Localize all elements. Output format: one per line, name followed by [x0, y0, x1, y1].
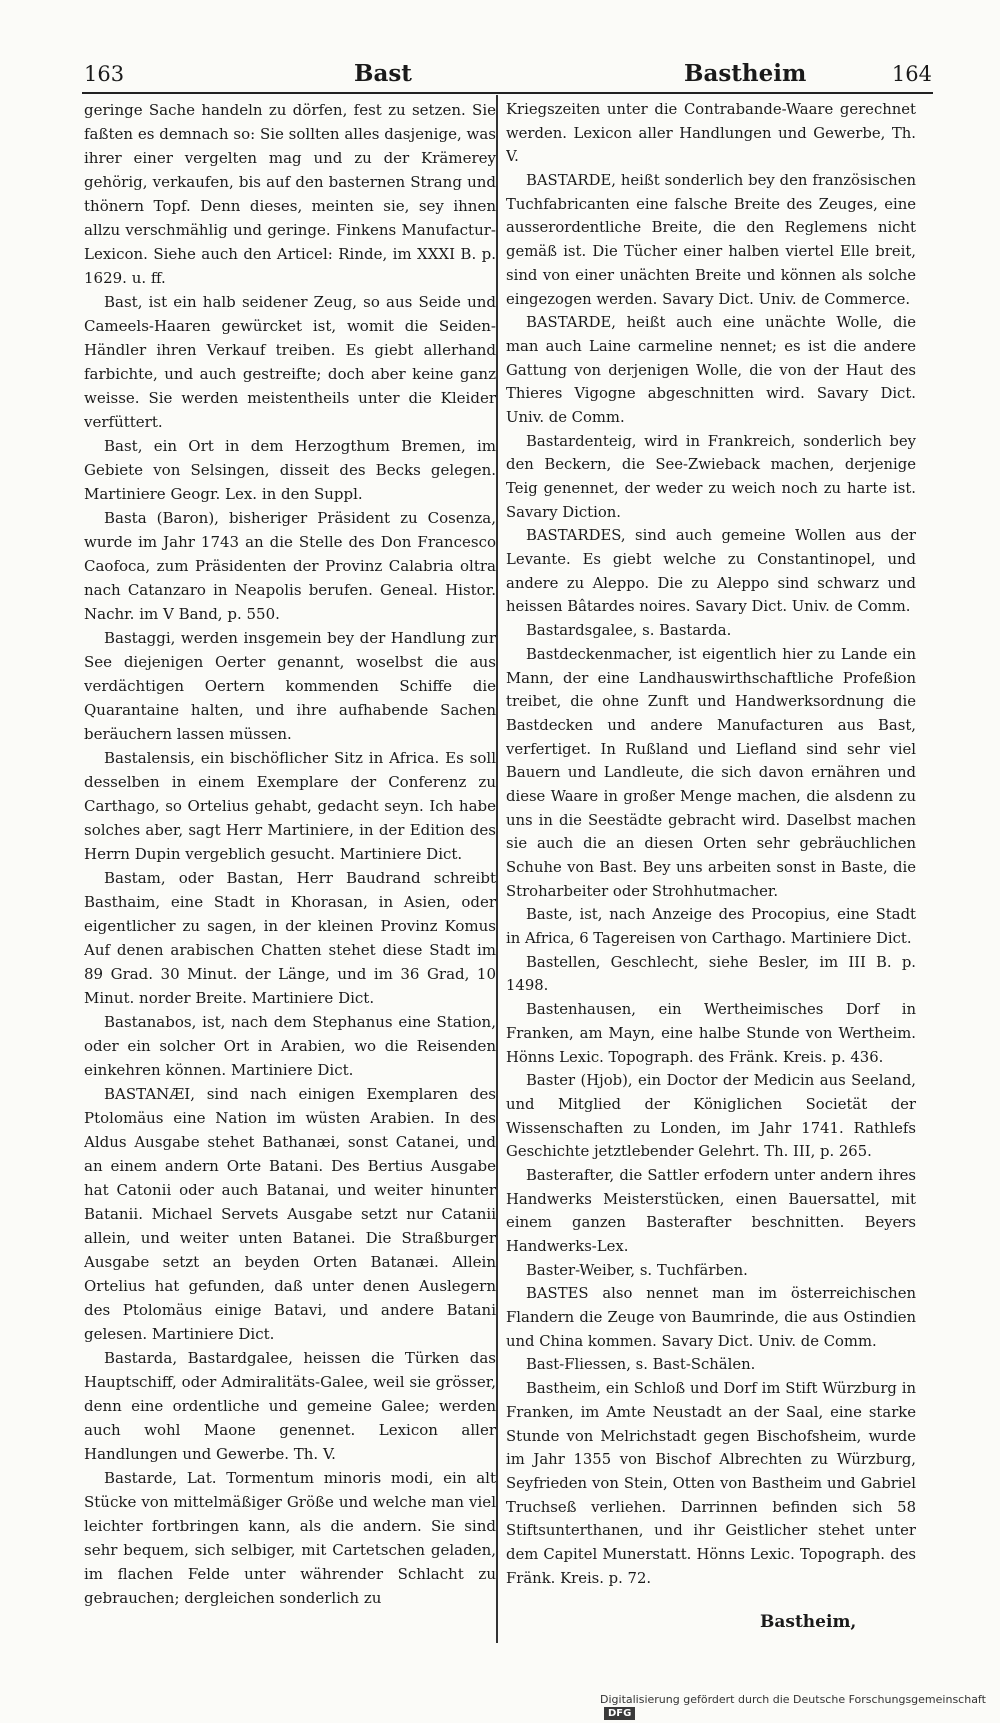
- entry-paragraph: Bastardsgalee, s. Bastarda.: [526, 622, 732, 640]
- entry-paragraph: Bast, ein Ort in dem Herzogthum Bremen, im Gebiete von Selsingen, disseit des Becks gelegen. Martiniere Geogr. Lex. in den Suppl.: [84, 437, 496, 503]
- entry-paragraph: Bastarde, Lat. Tormentum minoris modi, ein alt Stücke von mittelmäßiger Größe und welche man viel leichter fortbringen kann, als die andern. Sie sind sehr bequem, sich selbiger, mit Cartetschen geladen, im flachen Felde unter währender Schlacht zu gebrauchen; dergleichen sonderlich zu: [84, 1469, 496, 1607]
- column-divider: [496, 95, 498, 1643]
- entry-paragraph: Bastarda, Bastardgalee, heissen die Türken das Hauptschiff, oder Admiralitäts-Galee, weil sie grösser, denn eine ordentliche und gemeine Galee; werden auch wohl Maone genennet. Lexicon aller Handlungen und Gewerbe. Th. V.: [84, 1349, 496, 1463]
- entry-paragraph: geringe Sache handeln zu dörfen, fest zu setzen. Sie faßten es demnach so: Sie sollten alles dasjenige, was ihrer einer vergelten mag und zu der Krämerey gehörig, verkaufen, bis auf den basternen Strang und thönern Topf. Denn dieses, meinten sie, sey ihnen allzu verschmählig und geringe. Finkens Manufactur-Lexicon. Siehe auch den Articel: Rinde, im XXXI B. p. 1629. u. ff.: [84, 101, 496, 287]
- left-column: [84, 98, 496, 1638]
- page-header: [84, 58, 932, 90]
- page-number-right: 164: [891, 62, 932, 86]
- page-number-left: 163: [84, 62, 125, 86]
- entry-paragraph: Bastaggi, werden insgemein bey der Handlung zur See diejenigen Oerter genannt, woselbst die aus verdächtigen Oertern kommenden Schiffe die Quarantaine halten, und ihre aufhabende Sachen beräuchern lassen müssen.: [84, 629, 496, 743]
- entry-paragraph: Bastalensis, ein bischöflicher Sitz in Africa. Es soll desselben in einem Exemplare der Conferenz zu Carthago, so Ortelius gehabt, gedacht seyn. Ich habe solches aber, sagt Herr Martiniere, in der Edition des Herrn Dupin vergeblich gesucht. Martiniere Dict.: [84, 749, 496, 863]
- right-column: [506, 98, 916, 1638]
- entry-paragraph: Bastanabos, ist, nach dem Stephanus eine Station, oder ein solcher Ort in Arabien, wo die Reisenden einkehren können. Martiniere Dict.: [84, 1013, 496, 1079]
- entry-paragraph: Bastdeckenmacher, ist eigentlich hier zu Lande ein Mann, der eine Landhauswirthschaftliche Profeßion treibet, die ohne Zunft und Handwerksordnung die Bastdecken und andere Manufacturen aus Bast, verfertiget. In Rußland und Liefland sind sehr viel Bauern und Landleute, die sich davon ernähren und diese Waare in großer Menge machen, die alsdenn zu uns in die Seestädte gebracht wird. Daselbst machen sie auch die an diesen Orten sehr gebräuchlichen Schuhe von Bast. Bey uns arbeiten sonst in Baste, die Stroharbeiter oder Strohhutmacher.: [506, 645, 916, 900]
- entry-paragraph: Bastam, oder Bastan, Herr Baudrand schreibt Basthaim, eine Stadt in Khorasan, in Asien, oder eigentlicher zu sagen, in der kleinen Provinz Komus Auf denen arabischen Chatten stehet diese Stadt im 89 Grad. 30 Minut. der Länge, und im 36 Grad, 10 Minut. norder Breite. Martiniere Dict.: [84, 869, 496, 1007]
- footer-text: Digitalisierung gefördert durch die Deutsche Forschungsgemeinschaft: [600, 1693, 986, 1706]
- footer: [600, 1693, 1000, 1720]
- entry-paragraph: BASTES also nennet man im österreichischen Flandern die Zeuge von Baumrinde, die aus Ostindien und China kommen. Savary Dict. Univ. de Comm.: [506, 1285, 916, 1350]
- catchword: Bastheim,: [760, 1612, 857, 1632]
- entry-paragraph: Bastellen, Geschlecht, siehe Besler, im III B. p. 1498.: [506, 953, 916, 995]
- entry-paragraph: Baster-Weiber, s. Tuchfärben.: [526, 1261, 748, 1279]
- entry-paragraph: Kriegszeiten unter die Contrabande-Waare gerechnet werden. Lexicon aller Handlungen und Gewerbe, Th. V.: [506, 101, 916, 166]
- header-rule: [82, 92, 933, 94]
- entry-paragraph: Bast-Fliessen, s. Bast-Schälen.: [526, 1356, 756, 1374]
- entry-paragraph: Baster (Hjob), ein Doctor der Medicin aus Seeland, und Mitglied der Königlichen Societät der Wissenschaften zu Londen, im Jahr 1741. Rathlefs Geschichte jetztlebender Gelehrt. Th. III, p. 265.: [506, 1072, 916, 1161]
- entry-paragraph: Bastenhausen, ein Wertheimisches Dorf in Franken, am Mayn, eine halbe Stunde von Wertheim. Hönns Lexic. Topograph. des Fränk. Kreis. p. 436.: [506, 1001, 916, 1066]
- dfg-logo: DFG: [604, 1707, 635, 1720]
- entry-paragraph: Basta (Baron), bisheriger Präsident zu Cosenza, wurde im Jahr 1743 an die Stelle des Don Francesco Caofoca, zum Präsidenten der Provinz Calabria oltra nach Catanzaro in Neapolis berufen. Geneal. Histor. Nachr. im V Band, p. 550.: [84, 509, 496, 623]
- running-head-right: Bastheim: [684, 60, 807, 87]
- running-head-left: Bast: [354, 60, 412, 87]
- entry-paragraph: Bastheim, ein Schloß und Dorf im Stift Würzburg in Franken, im Amte Neustadt an der Saal, eine starke Stunde von Melrichstadt gegen Bischofsheim, wurde im Jahr 1355 von Bischof Albrechten zu Würzburg, Seyfrieden von Stein, Otten von Bastheim und Gabriel Truchseß verliehen. Darrinnen befinden sich 58 Stiftsunterthanen, und ihr Geistlicher stehet unter dem Capitel Munerstatt. Hönns Lexic. Topograph. des Fränk. Kreis. p. 72.: [506, 1380, 916, 1587]
- entry-paragraph: BASTARDE, heißt sonderlich bey den französischen Tuchfabricanten eine falsche Breite des Zeuges, eine ausserordentliche Breite, die den Reglemens nicht gemäß ist. Die Tücher einer halben viertel Elle breit, sind von einer unächten Breite und können als solche eingezogen werden. Savary Dict. Univ. de Commerce.: [506, 172, 916, 308]
- entry-paragraph: BASTARDES, sind auch gemeine Wollen aus der Levante. Es giebt welche zu Constantinopel, und andere zu Aleppo. Die zu Aleppo sind schwarz und heissen Bâtardes noires. Savary Dict. Univ. de Comm.: [506, 527, 916, 616]
- entry-paragraph: BASTARDE, heißt auch eine unächte Wolle, die man auch Laine carmeline nennet; es ist die andere Gattung von derjenigen Wolle, die von der Haut des Thieres Vigogne abgeschnitten wird. Savary Dict. Univ. de Comm.: [506, 314, 916, 426]
- entry-paragraph: Baste, ist, nach Anzeige des Procopius, eine Stadt in Africa, 6 Tagereisen von Carthago. Martiniere Dict.: [506, 906, 916, 948]
- entry-paragraph: Bast, ist ein halb seidener Zeug, so aus Seide und Cameels-Haaren gewürcket ist, womit die Seiden-Händler ihren Verkauf treiben. Es giebt allerhand farbichte, und auch gestreifte; doch aber keine ganz weisse. Sie werden meistentheils unter die Kleider verfüttert.: [84, 293, 496, 431]
- entry-paragraph: Bastardenteig, wird in Frankreich, sonderlich bey den Beckern, die See-Zwieback machen, derjenige Teig genennet, der weder zu weich noch zu harte ist. Savary Diction.: [506, 432, 916, 521]
- entry-paragraph: Basterafter, die Sattler erfodern unter andern ihres Handwerks Meisterstücken, einen Bauersattel, mit einem ganzen Basterafter beschnitten. Beyers Handwerks-Lex.: [506, 1166, 916, 1255]
- entry-paragraph: BASTANÆI, sind nach einigen Exemplaren des Ptolomäus eine Nation im wüsten Arabien. In des Aldus Ausgabe stehet Bathanæi, sonst Catanei, und an einem andern Orte Batani. Des Bertius Ausgabe hat Catonii oder auch Batanai, und weiter hinunter Batanii. Michael Servets Ausgabe setzt nur Catanii allein, und weiter unten Batanei. Die Straßburger Ausgabe setzt an beyden Orten Batanæi. Allein Ortelius hat gefunden, daß unter denen Auslegern des Ptolomäus einige Batavi, und andere Batani gelesen. Martiniere Dict.: [84, 1085, 496, 1343]
